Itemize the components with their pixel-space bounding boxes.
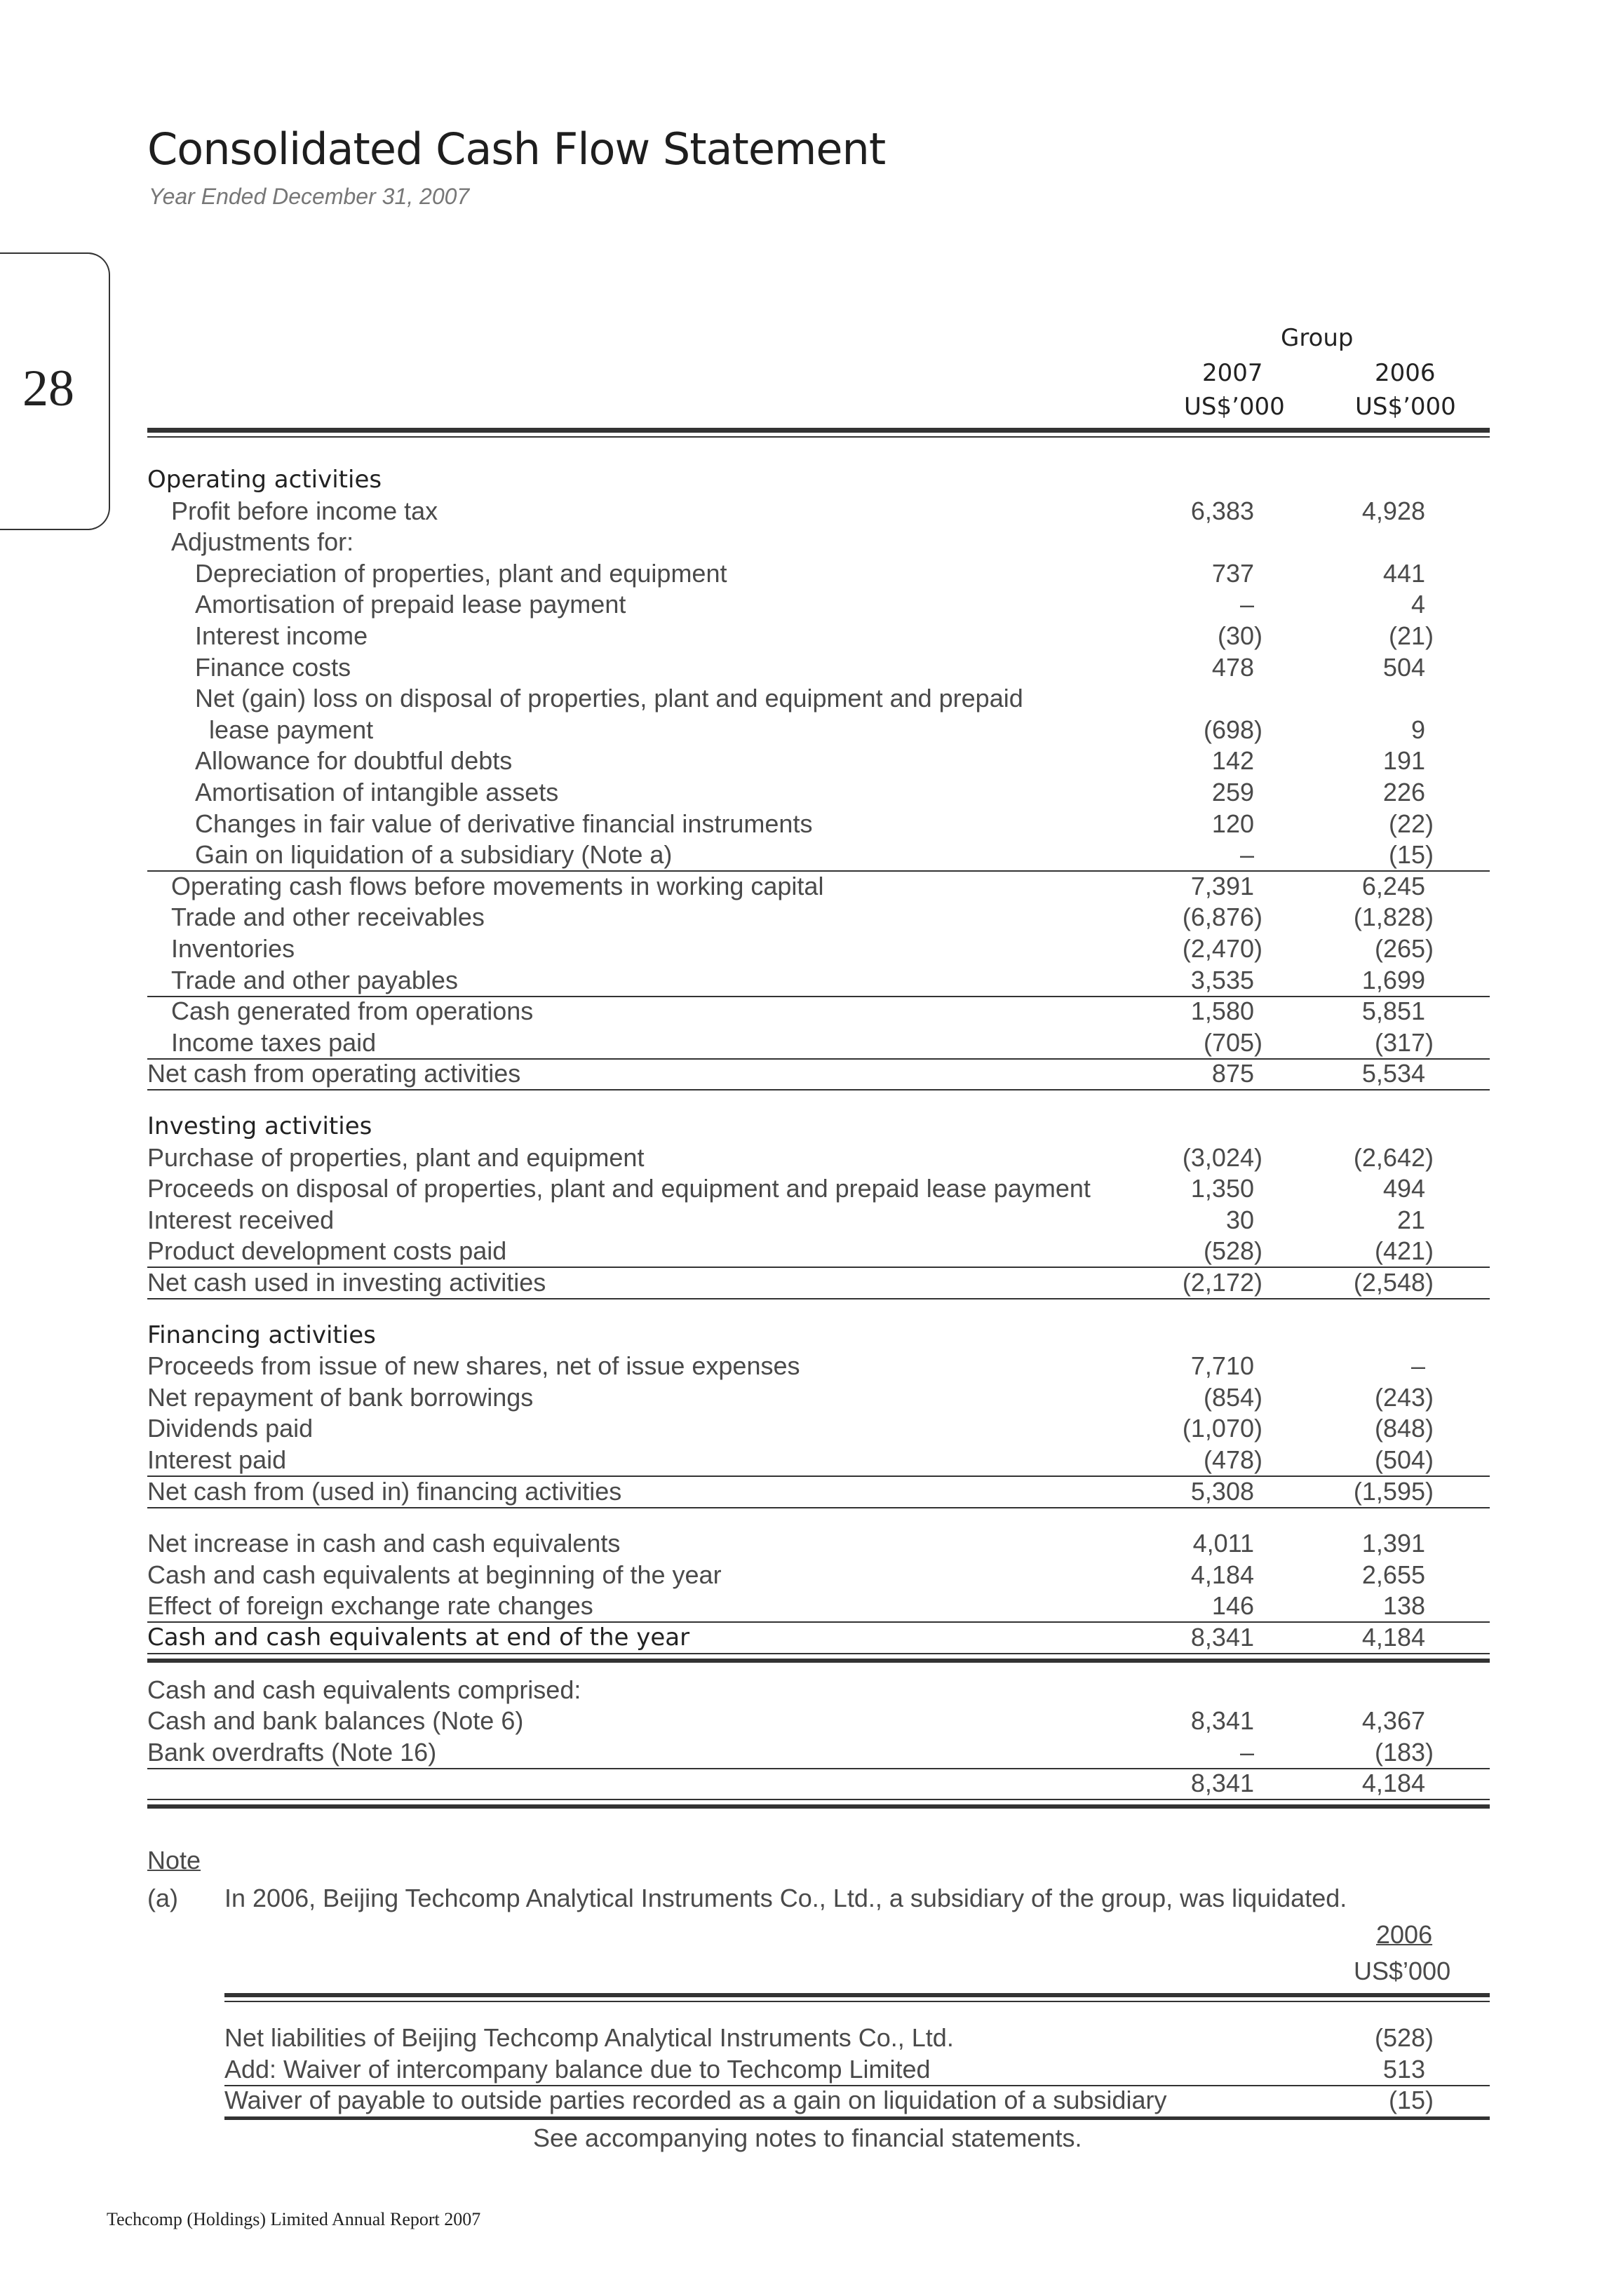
row-label: Interest income [195, 621, 368, 650]
statement-row [0, 1591, 1623, 1621]
value-2007: (854) [1203, 1383, 1262, 1412]
value-2007: (2,470) [1182, 934, 1262, 963]
value-2007: (705) [1203, 1028, 1262, 1057]
value-2007: 4,011 [1192, 1529, 1254, 1558]
value-2006: 6,245 [1361, 872, 1425, 900]
row-rule [147, 1298, 1490, 1299]
value-2006: 9 [1410, 715, 1425, 744]
statement-row [0, 809, 1623, 839]
statement-row [0, 1236, 1623, 1267]
value-2006: 1,391 [1361, 1529, 1425, 1558]
value-2006: (2,642) [1353, 1143, 1434, 1172]
row-label: Effect of foreign exchange rate changes [147, 1591, 593, 1620]
row-label: Trade and other payables [171, 966, 458, 994]
row-label: Finance costs [195, 653, 351, 682]
year-2007-header: 2007 [1202, 359, 1263, 387]
value-2007: 6,383 [1190, 497, 1254, 525]
row-label: Adjustments for: [171, 527, 354, 556]
note-row [0, 2022, 1623, 2053]
total-rule-thick [147, 1659, 1490, 1663]
page-subtitle: Year Ended December 31, 2007 [149, 184, 470, 209]
footnote: See accompanying notes to financial statements. [533, 2123, 1082, 2152]
value-2007: 4,184 [1190, 1560, 1254, 1589]
value-2006: 21 [1396, 1206, 1425, 1234]
row-label: Allowance for doubtful debts [195, 746, 513, 775]
row-label: Financing activities [147, 1321, 376, 1349]
value-2007: 8,341 [1190, 1769, 1254, 1797]
value-2007: (698) [1203, 715, 1262, 744]
statement-row [0, 777, 1623, 808]
note-row-value: (528) [1374, 2023, 1434, 2052]
row-label: lease payment [209, 715, 374, 744]
section-heading [0, 464, 1623, 495]
note-row-value: (15) [1388, 2086, 1434, 2114]
row-label: Income taxes paid [171, 1028, 377, 1057]
value-2007: 8,341 [1190, 1623, 1254, 1652]
value-2007: 737 [1211, 559, 1254, 588]
statement-row [0, 1267, 1623, 1298]
value-2006: (2,548) [1353, 1268, 1434, 1297]
statement-row [0, 933, 1623, 964]
note-year-header: 2006 [1376, 1920, 1433, 1949]
statement-row [0, 1173, 1623, 1204]
value-2006: 5,851 [1361, 997, 1425, 1025]
note-unit-header: US$’000 [1354, 1957, 1451, 1985]
row-label: Gain on liquidation of a subsidiary (Note a) [195, 840, 673, 869]
row-label: Interest paid [147, 1445, 287, 1474]
statement-row [0, 1768, 1623, 1799]
statement-row [0, 558, 1623, 589]
statement-row [0, 1737, 1623, 1768]
group-column-label: Group [1281, 324, 1354, 352]
total-rule-thin [147, 1653, 1490, 1654]
value-2006: (1,595) [1353, 1477, 1434, 1506]
note-row-label: Net liabilities of Beijing Techcomp Analytical Instruments Co., Ltd. [224, 2023, 954, 2052]
value-2007: 5,308 [1190, 1477, 1254, 1506]
value-2006: (421) [1374, 1236, 1434, 1265]
value-2007: 1,350 [1190, 1174, 1254, 1203]
note-header-rule-thick [224, 1993, 1490, 1997]
value-2007: (3,024) [1182, 1143, 1262, 1172]
unit-2006-header: US$’000 [1355, 393, 1456, 421]
value-2006: 441 [1382, 559, 1425, 588]
section-heading [0, 1320, 1623, 1351]
value-2006: 4,184 [1361, 1769, 1425, 1797]
row-label: Cash generated from operations [171, 997, 534, 1025]
row-label: Cash and cash equivalents at beginning of the year [147, 1560, 722, 1589]
row-label: Operating activities [147, 466, 382, 494]
value-2006: 2,655 [1361, 1560, 1425, 1589]
value-2007: – [1239, 840, 1254, 869]
value-2006: (22) [1388, 809, 1434, 838]
row-rule [147, 1089, 1490, 1090]
statement-row [0, 527, 1623, 558]
value-2007: – [1239, 1738, 1254, 1767]
note-marker: (a) [147, 1884, 178, 1912]
row-label: Interest received [147, 1206, 335, 1234]
row-label: Net increase in cash and cash equivalents [147, 1529, 621, 1558]
value-2007: 146 [1211, 1591, 1254, 1620]
statement-row [0, 715, 1623, 745]
value-2006: (21) [1388, 621, 1434, 650]
row-label: Product development costs paid [147, 1236, 507, 1265]
row-label: Cash and bank balances (Note 6) [147, 1706, 524, 1735]
row-label: Inventories [171, 934, 295, 963]
value-2006: (317) [1374, 1028, 1434, 1057]
statement-row [0, 1413, 1623, 1444]
note-heading: Note [147, 1846, 201, 1875]
statement-row [0, 1560, 1623, 1591]
statement-row [0, 683, 1623, 714]
row-label: Changes in fair value of derivative financial instruments [195, 809, 813, 838]
note-total-rule [224, 2116, 1490, 2120]
value-2006: – [1410, 1351, 1425, 1380]
value-2006: 1,699 [1361, 966, 1425, 994]
statement-row [0, 745, 1623, 776]
row-label: Net (gain) loss on disposal of properties, plant and equipment and prepaid [195, 684, 1023, 713]
value-2006: 494 [1382, 1174, 1425, 1203]
value-2007: (2,172) [1182, 1268, 1262, 1297]
row-label: Trade and other receivables [171, 903, 485, 931]
statement-row [0, 965, 1623, 996]
value-2007: 120 [1211, 809, 1254, 838]
row-label: Net cash from (used in) financing activities [147, 1477, 622, 1506]
row-label: Net cash from operating activities [147, 1059, 521, 1088]
unit-2007-header: US$’000 [1184, 393, 1285, 421]
value-2007: 8,341 [1190, 1706, 1254, 1735]
total-rule-thin [147, 1799, 1490, 1800]
value-2007: 875 [1211, 1059, 1254, 1088]
statement-row [0, 839, 1623, 870]
row-label: Purchase of properties, plant and equipment [147, 1143, 645, 1172]
value-2007: (6,876) [1182, 903, 1262, 931]
value-2007: (1,070) [1182, 1414, 1262, 1443]
row-rule [147, 1507, 1490, 1508]
value-2006: 4,928 [1361, 497, 1425, 525]
row-label: Amortisation of prepaid lease payment [195, 590, 626, 619]
value-2007: 7,710 [1190, 1351, 1254, 1380]
row-label: Proceeds on disposal of properties, plant and equipment and prepaid lease payment [147, 1174, 1091, 1203]
value-2007: 142 [1211, 746, 1254, 775]
value-2007: (478) [1203, 1445, 1262, 1474]
row-label: Cash and cash equivalents at end of the year [147, 1623, 690, 1652]
value-2007: 30 [1225, 1206, 1254, 1234]
note-row [0, 2085, 1623, 2116]
value-2006: 226 [1382, 778, 1425, 806]
statement-row [0, 1351, 1623, 1382]
value-2006: 4,184 [1361, 1623, 1425, 1652]
row-label: Investing activities [147, 1112, 372, 1140]
value-2006: 5,534 [1361, 1059, 1425, 1088]
value-2006: 138 [1382, 1591, 1425, 1620]
value-2007: 3,535 [1190, 966, 1254, 994]
statement-row [0, 652, 1623, 683]
value-2006: 191 [1382, 746, 1425, 775]
row-label: Bank overdrafts (Note 16) [147, 1738, 437, 1767]
note-row-value: 513 [1382, 2055, 1425, 2084]
row-label: Net repayment of bank borrowings [147, 1383, 534, 1412]
statement-row [0, 1027, 1623, 1058]
note-row-label: Add: Waiver of intercompany balance due to Techcomp Limited [224, 2055, 931, 2084]
section-heading [0, 1111, 1623, 1142]
value-2006: 4 [1410, 590, 1425, 619]
statement-row [0, 902, 1623, 933]
value-2006: (1,828) [1353, 903, 1434, 931]
total-rule-thick [147, 1804, 1490, 1809]
row-label: Cash and cash equivalents comprised: [147, 1675, 581, 1704]
row-label: Operating cash flows before movements in working capital [171, 872, 824, 900]
statement-row [0, 1058, 1623, 1089]
value-2006: (183) [1374, 1738, 1434, 1767]
note-row-label: Waiver of payable to outside parties recorded as a gain on liquidation of a subsidiary [224, 2086, 1167, 2114]
note-text: In 2006, Beijing Techcomp Analytical Instruments Co., Ltd., a subsidiary of the group, was liquidated. [224, 1884, 1347, 1912]
statement-row [0, 1528, 1623, 1559]
statement-row [0, 1675, 1623, 1706]
value-2007: – [1239, 590, 1254, 619]
value-2007: 259 [1211, 778, 1254, 806]
value-2006: (243) [1374, 1383, 1434, 1412]
value-2007: (30) [1217, 621, 1262, 650]
note-header-rule-thin [224, 2001, 1490, 2002]
statement-row [0, 1706, 1623, 1736]
row-label: Profit before income tax [171, 497, 438, 525]
row-label: Depreciation of properties, plant and equipment [195, 559, 727, 588]
value-2006: (265) [1374, 934, 1434, 963]
statement-row [0, 1476, 1623, 1507]
value-2007: (528) [1203, 1236, 1262, 1265]
value-2007: 478 [1211, 653, 1254, 682]
value-2006: (15) [1388, 840, 1434, 869]
value-2006: 4,367 [1361, 1706, 1425, 1735]
value-2006: (848) [1374, 1414, 1434, 1443]
report-footer: Techcomp (Holdings) Limited Annual Report 2007 [107, 2209, 481, 2229]
page-number: 28 [22, 360, 74, 417]
row-label: Net cash used in investing activities [147, 1268, 546, 1297]
value-2006: (504) [1374, 1445, 1434, 1474]
statement-row [0, 1445, 1623, 1475]
statement-row [0, 871, 1623, 902]
statement-row [0, 1382, 1623, 1413]
statement-row [0, 996, 1623, 1027]
statement-row [0, 1142, 1623, 1173]
value-2007: 1,580 [1190, 997, 1254, 1025]
value-2006: 504 [1382, 653, 1425, 682]
year-2006-header: 2006 [1375, 359, 1436, 387]
row-label: Dividends paid [147, 1414, 314, 1443]
statement-row [0, 1205, 1623, 1236]
value-2007: 7,391 [1190, 872, 1254, 900]
statement-row [0, 1622, 1623, 1653]
statement-row [0, 589, 1623, 620]
note-row [0, 2054, 1623, 2085]
page-title: Consolidated Cash Flow Statement [147, 123, 886, 175]
row-label: Amortisation of intangible assets [195, 778, 559, 806]
statement-row [0, 496, 1623, 527]
row-label: Proceeds from issue of new shares, net of issue expenses [147, 1351, 800, 1380]
statement-row [0, 621, 1623, 651]
